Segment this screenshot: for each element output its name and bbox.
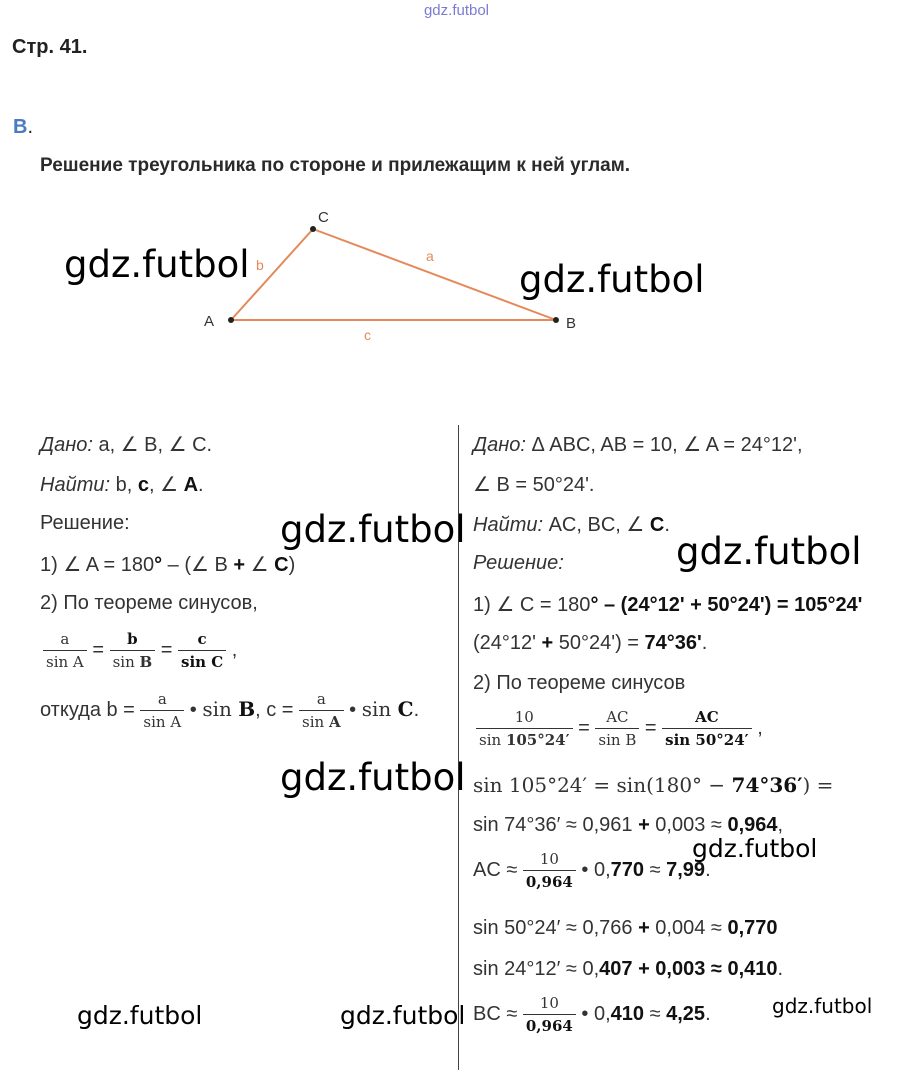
whence-text: откуда b = (40, 698, 141, 721)
watermark: gdz.futbol (340, 1001, 466, 1030)
l9-a: BC ≈ (473, 1002, 523, 1025)
right-find-label: Найти: (473, 514, 544, 536)
watermark: gdz.futbol (519, 258, 705, 301)
right-given-label: Дано: (473, 434, 526, 456)
left-sine-law-equation (43, 630, 237, 671)
left-step1-c: ∠ (245, 554, 275, 576)
fraction-denominator: sin C (181, 653, 224, 671)
right-step-2: 2) По теореме синусов (473, 672, 686, 694)
right-sine-law-equation (476, 708, 763, 749)
right-line-ac (473, 850, 711, 891)
right-line-sin105 (473, 773, 833, 798)
fraction-numerator: a (299, 690, 344, 711)
fraction-ac-over-sinB (595, 708, 639, 749)
l9-410: 410 (610, 1002, 645, 1025)
multiply-dot: • (184, 698, 203, 721)
left-find-label: Найти: (40, 474, 111, 496)
left-find-a: A (183, 474, 199, 496)
l9-b: • 0, (575, 1002, 611, 1025)
vertex-c-label: C (318, 209, 329, 226)
right-given-2: ∠ B = 50°24'. (473, 474, 595, 496)
fraction-a-over-sinA (43, 630, 87, 671)
problem-heading: Решение треугольника по стороне и прилежащим к ней углам. (40, 155, 631, 176)
fraction-denominator (476, 729, 573, 749)
page-number: Стр. 41. (12, 36, 88, 58)
fraction-denominator: sin A (302, 713, 341, 731)
right-line-bc (473, 994, 711, 1035)
fraction-numerator: a (140, 690, 184, 711)
l6-res: 7,99 (666, 858, 706, 881)
l4-a: sin 105°24′ = sin(180° − (473, 773, 732, 797)
fraction-numerator: AC (595, 708, 639, 729)
l8-bold: 407 + 0,003 ≈ 0,410 (599, 958, 778, 980)
right-find-text: AC, BC, ∠ (543, 514, 650, 536)
left-find-text-2: , ∠ (148, 474, 184, 496)
watermark: gdz.futbol (692, 834, 818, 863)
l5-end: , (777, 814, 784, 836)
l4-c: ) = (802, 773, 834, 797)
fraction-numerator: b (110, 630, 156, 651)
vertex-b-point (553, 317, 559, 323)
section-dot: . (27, 116, 34, 138)
l6-a: AC ≈ (473, 858, 523, 881)
left-find-text-1: b, (110, 474, 138, 496)
left-step-1 (40, 552, 295, 577)
right-find (473, 512, 670, 537)
right-find-dot: . (664, 514, 670, 536)
fraction-ac-over-sin50 (662, 708, 751, 749)
l7-res: 0,770 (727, 917, 778, 939)
right-s2-b: 50°24') = (553, 632, 645, 654)
left-step1-d: ) (288, 554, 296, 576)
watermark-top: gdz.futbol (423, 2, 490, 19)
watermark: gdz.futbol (676, 530, 862, 573)
right-line-sin24 (473, 958, 783, 981)
left-given-text: a, ∠ B, ∠ C. (92, 434, 213, 456)
l7-a: sin 50°24′ ≈ 0,766 (473, 917, 639, 939)
fraction-denominator: sin A (143, 713, 182, 731)
l9-end: . (705, 1002, 711, 1025)
fraction-denominator: sin B (112, 653, 153, 671)
left-given-label: Дано: (40, 434, 93, 456)
left-step1-b: – (∠ B (162, 554, 234, 576)
left-given (40, 432, 212, 457)
fraction-numerator: AC (662, 708, 751, 729)
angle-105: 105°24′ (505, 731, 570, 749)
fraction-denominator: sin B (598, 731, 637, 749)
right-s1-bold: ° – (24°12' + 50°24') = 105°24' (590, 594, 863, 616)
left-step-2: 2) По теореме синусов, (40, 592, 258, 614)
sin-text: sin (361, 696, 398, 721)
vertex-b-label: B (566, 315, 577, 332)
fraction-10-over-0964-2 (523, 994, 576, 1035)
right-given-text: Δ ABC, AB = 10, ∠ A = 24°12', (525, 434, 803, 456)
l7-b: 0,004 ≈ (649, 917, 728, 939)
left-step1-deg: ° (154, 554, 163, 576)
angle-c: C (397, 696, 414, 721)
left-step1-C: C (274, 554, 289, 576)
l9-res: 4,25 (666, 1002, 706, 1025)
right-line-sin50 (473, 917, 778, 940)
watermark: gdz.futbol (64, 243, 250, 286)
side-c-label: c (364, 327, 371, 343)
equals-sign: = (578, 716, 590, 739)
l4-b: 74°36′ (731, 773, 803, 797)
fraction-numerator: a (43, 630, 87, 651)
right-find-c: C (649, 514, 665, 536)
side-b-label: b (256, 257, 264, 273)
right-solution-label: Решение: (473, 552, 564, 574)
right-step-1-cont (473, 632, 707, 655)
fraction-c-over-sinC (178, 630, 226, 671)
fraction-denominator: 0,964 (525, 1017, 573, 1035)
equals-sign: = (160, 638, 173, 661)
l8-end: . (777, 958, 784, 980)
fraction-denominator: sin 50°24′ (665, 731, 749, 749)
angle-b: B (238, 696, 256, 721)
l5-res: 0,964 (727, 814, 778, 836)
right-s2-a: (24°12' (473, 632, 542, 654)
fraction-10-over-0964 (523, 850, 576, 891)
right-s2-end: . (701, 632, 708, 654)
fraction-numerator: 10 (523, 850, 576, 871)
watermark: gdz.futbol (772, 994, 873, 1018)
comma: , (231, 638, 238, 661)
fraction-denominator: 0,964 (525, 873, 573, 891)
vertex-a-label: A (204, 313, 215, 330)
vertex-c-point (310, 226, 316, 232)
l6-b: • 0, (575, 858, 611, 881)
l6-c: ≈ (644, 858, 667, 881)
fraction-denominator: sin A (46, 653, 84, 671)
c-equals: , c = (255, 698, 300, 721)
left-find (40, 472, 204, 497)
left-solution-label: Решение: (40, 512, 130, 534)
l7-plus: + (638, 917, 650, 939)
right-s1-a: 1) ∠ C = 180 (473, 594, 591, 616)
section-letter (13, 116, 33, 139)
left-whence-line (40, 690, 419, 731)
watermark: gdz.futbol (280, 756, 466, 799)
l8-a: sin 24°12′ ≈ 0, (473, 958, 600, 980)
left-find-dot: . (198, 474, 204, 496)
sin-text: sin (479, 731, 506, 749)
left-step1-a: 1) ∠ A = 180 (40, 554, 155, 576)
l5-a: sin 74°36′ ≈ 0,961 (473, 814, 639, 836)
equals-sign: = (92, 638, 105, 661)
fraction-a-over-sinA-2 (140, 690, 184, 731)
watermark: gdz.futbol (77, 1001, 203, 1030)
fraction-numerator: 10 (476, 708, 573, 729)
l6-end: . (705, 858, 711, 881)
right-s2-plus: + (541, 632, 554, 654)
left-find-c: c (137, 474, 149, 496)
right-s2-res: 74°36' (644, 632, 702, 654)
side-a-label: a (426, 248, 434, 264)
sin-text: sin (202, 696, 239, 721)
left-step1-plus: + (233, 554, 246, 576)
fraction-numerator: 10 (523, 994, 576, 1015)
l6-770: 770 (610, 858, 645, 881)
vertex-a-point (228, 317, 234, 323)
section-letter-text: В (13, 116, 28, 138)
equals-sign: = (644, 716, 657, 739)
l5-plus: + (638, 814, 650, 836)
watermark: gdz.futbol (280, 508, 466, 551)
l5-b: 0,003 ≈ (649, 814, 728, 836)
right-given (473, 432, 803, 457)
l9-c: ≈ (644, 1002, 667, 1025)
multiply-dot: • (343, 698, 362, 721)
period: . (413, 698, 420, 721)
comma: , (757, 716, 763, 739)
right-step-1 (473, 592, 862, 617)
fraction-numerator: c (178, 630, 226, 651)
fraction-b-over-sinB (110, 630, 156, 671)
fraction-10-over-sin105 (476, 708, 573, 749)
fraction-a-over-sinA-3 (299, 690, 344, 731)
